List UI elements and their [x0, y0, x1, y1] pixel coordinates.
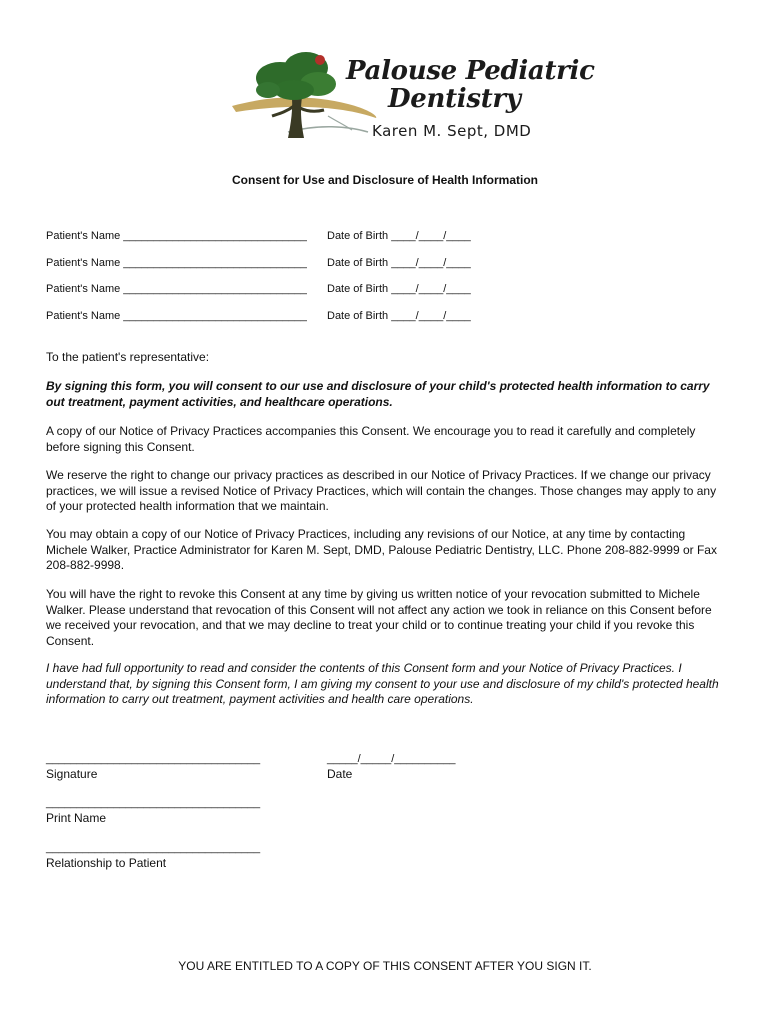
relationship-line[interactable]: ___________________________________ — [46, 842, 261, 854]
signature-date-label: Date — [327, 767, 353, 781]
patient-name-field[interactable]: Patient's Name ______________________________ — [46, 310, 307, 322]
paragraph-notice-copy: A copy of our Notice of Privacy Practices accompanies this Consent. We encourage you to read it carefully and completely before signing this Consent. — [46, 424, 696, 454]
date-of-birth-field[interactable]: Date of Birth ____/____/____ — [327, 283, 471, 295]
patient-row[interactable] — [46, 230, 471, 242]
logo-practice-name-line2: Dentistry — [388, 84, 521, 114]
date-of-birth-field[interactable]: Date of Birth ____/____/____ — [327, 230, 471, 242]
patient-row[interactable] — [46, 310, 471, 322]
paragraph-obtain-copy: You may obtain a copy of our Notice of Privacy Practices, including any revisions of our Notice, at any time by contacting Michele Walker, Practice Administrator for Karen M. Sept, DMD, Palouse Pediatric Dentistry, LLC. Phone 208-882-9999 or Fax 208-882-9998. — [46, 527, 717, 572]
patient-name-field[interactable]: Patient's Name ______________________________ — [46, 283, 307, 295]
logo-doctor-name: Karen M. Sept, DMD — [372, 122, 532, 140]
consent-statement: By signing this form, you will consent to our use and disclosure of your child's protected health information to carry out treatment, payment activities, and healthcare operations. — [46, 379, 710, 409]
patient-row[interactable] — [46, 283, 471, 295]
document-title: Consent for Use and Disclosure of Health Information — [231, 173, 539, 187]
relationship-label: Relationship to Patient — [46, 856, 167, 870]
patient-name-field[interactable]: Patient's Name ______________________________ — [46, 257, 307, 269]
paragraph-revoke: You will have the right to revoke this Consent at any time by giving us written notice of your revocation submitted to Michele Walker. Please understand that revocation of this Consent will not affect any action we took in reliance on this Consent before we received your revocation, and that we may decline to treat your child or to continue treating your child if you revoke this Consent. — [46, 587, 712, 648]
signature-line[interactable]: ___________________________________ — [46, 753, 261, 765]
signature-label: Signature — [46, 767, 98, 781]
print-name-line[interactable]: ___________________________________ — [46, 797, 261, 809]
date-of-birth-field[interactable]: Date of Birth ____/____/____ — [327, 310, 471, 322]
print-name-label: Print Name — [46, 811, 107, 825]
patient-row[interactable] — [46, 257, 471, 269]
acknowledgement-statement: I have had full opportunity to read and consider the contents of this Consent form and your Notice of Privacy Practices. I understand that, by signing this Consent form, I am giving my consent to your use and disclosure of my child's protected health information to carry out treatment, payment activities and health care operations. — [46, 661, 719, 706]
date-of-birth-field[interactable]: Date of Birth ____/____/____ — [327, 257, 471, 269]
signature-date-line[interactable]: _____/_____/__________ — [327, 753, 456, 765]
greeting: To the patient's representative: — [46, 350, 210, 364]
footer-notice: YOU ARE ENTITLED TO A COPY OF THIS CONSENT AFTER YOU SIGN IT. — [178, 959, 592, 973]
patient-name-field[interactable]: Patient's Name ______________________________ — [46, 230, 307, 242]
logo-practice-name-line1: Palouse Pediatric — [346, 56, 595, 86]
paragraph-privacy-changes: We reserve the right to change our privacy practices as described in our Notice of Privacy Practices. If we change our privacy practices, we will issue a revised Notice of Privacy Practices, which will contain the changes. Those changes may apply to any of your protected health information that we maintain. — [46, 468, 717, 513]
